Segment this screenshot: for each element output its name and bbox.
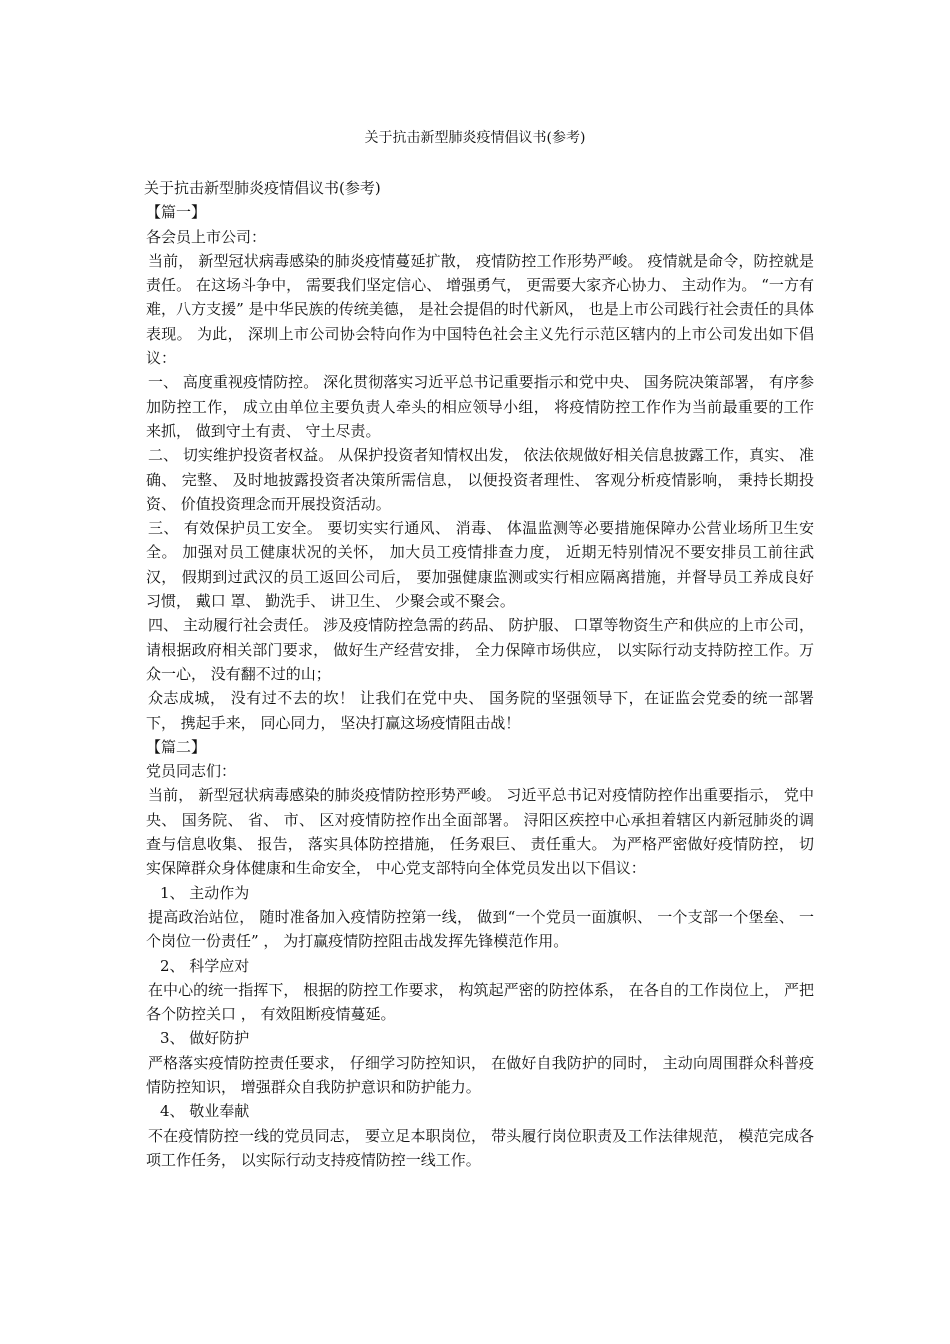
part2-section-1-body: 提高政治站位， 随时准备加入疫情防控第一线， 做到“一个党员一面旗帜、 一个支部一个堡垒、 一个岗位一份责任” ， 为打赢疫情防控阻击战发挥先锋模范作用。 (146, 907, 814, 951)
part2-heading: 【篇二】 (146, 737, 207, 756)
part2-section-2-title: 2、 科学应对 (160, 956, 250, 975)
part1-item-3: 三、 有效保护员工安全。 要切实实行通风、 消毒、 体温监测等必要措施保障办公营业场所卫生安全。 加强对员工健康状况的关怀， 加大员工疫情排查力度， 近期无特别情况不要安排员工前往武汉， 假期到过武汉的员工返回公司后， 要加强健康监测或实行相应隔离措施，并督导员工养成良好习惯， 戴口 罩、 勤洗手、 讲卫生、 少聚会或不聚会。 (146, 519, 814, 611)
part2-salutation: 党员同志们： (146, 762, 237, 781)
document-body (144, 176, 814, 1172)
part1-item-2: 二、 切实维护投资者权益。 从保护投资者知情权出发， 依法依规做好相关信息披露工作，真实、 准确、 完整、 及时地披露投资者决策所需信息， 以便投资者理性、 客观分析疫情影响， 秉持长期投资、 价值投资理念而开展投资活动。 (146, 446, 814, 513)
part2-section-1-title: 1、 主动作为 (160, 883, 250, 902)
part2-section-4-body: 不在疫情防控一线的党员同志， 要立足本职岗位， 带头履行岗位职责及工作法律规范， 模范完成各项工作任务， 以实际行动支持疫情防控一线工作。 (146, 1126, 814, 1169)
part1-salutation: 各会员上市公司： (146, 227, 267, 246)
part1-item-4: 四、 主动履行社会责任。 涉及疫情防控急需的药品、 防护服、 口罩等物资生产和供应的上市公司， 请根据政府相关部门要求， 做好生产经营安排， 全力保障市场供应， 以实际行动支持防控工作。万众一心， 没有翻不过的山； (146, 616, 814, 683)
document-subtitle: 关于抗击新型肺炎疫情倡议书(参考) (144, 179, 381, 197)
part1-closing: 众志成城， 没有过不去的坎！ 让我们在党中央、 国务院的坚强领导下，在证监会党委的统一部署下， 携起手来， 同心同力， 坚决打赢这场疫情阻击战！ (146, 689, 814, 732)
part1-item-1: 一、 高度重视疫情防控。 深化贯彻落实习近平总书记重要指示和党中央、 国务院决策部署， 有序参加防控工作， 成立由单位主要负责人牵头的相应领导小组， 将疫情防控工作作为当前最重要的工作来抓， 做到守土有责、 守土尽责。 (146, 373, 814, 440)
part2-section-2-body: 在中心的统一指挥下， 根据的防控工作要求， 构筑起严密的防控体系， 在各自的工作岗位上， 严把各个防控关口 ， 有效阻断疫情蔓延。 (146, 980, 814, 1024)
part1-heading: 【篇一】 (146, 203, 207, 222)
part1-intro: 当前， 新型冠状病毒感染的肺炎疫情蔓延扩散， 疫情防控工作形势严峻。 疫情就是命令，防控就是责任。 在这场斗争中， 需要我们坚定信心、 增强勇气， 更需要大家齐心协力、 主动作为。 “一方有难，八方支援” 是中华民族的传统美德， 是社会提倡的时代新风， 也是上市公司践行社会责任的具体表现。 为此， 深圳上市公司协会特向作为中国特色社会主义先行示范区辖内的上市公司发出如下倡议： (146, 251, 814, 368)
part2-section-3-title: 3、 做好防护 (160, 1029, 250, 1048)
part2-section-4-title: 4、 敬业奉献 (160, 1102, 250, 1121)
part2-intro: 当前， 新型冠状病毒感染的肺炎疫情防控形势严峻。 习近平总书记对疫情防控作出重要指示， 党中央、 国务院、 省、 市、 区对疫情防控作出全面部署。 浔阳区疾控中心承担着辖区内新冠肺炎的调查与信息收集、 报告， 落实具体防控措施， 任务艰巨、 责任重大。 为严格严密做好疫情防控， 切实保障群众身体健康和生命安全， 中心党支部特向全体党员发出以下倡议： (146, 786, 814, 878)
document-title: 关于抗击新型肺炎疫情倡议书(参考) (364, 130, 586, 146)
part2-section-3-body: 严格落实疫情防控责任要求， 仔细学习防控知识， 在做好自我防护的同时， 主动向周围群众科普疫情防控知识， 增强群众自我防护意识和防护能力。 (146, 1053, 814, 1096)
